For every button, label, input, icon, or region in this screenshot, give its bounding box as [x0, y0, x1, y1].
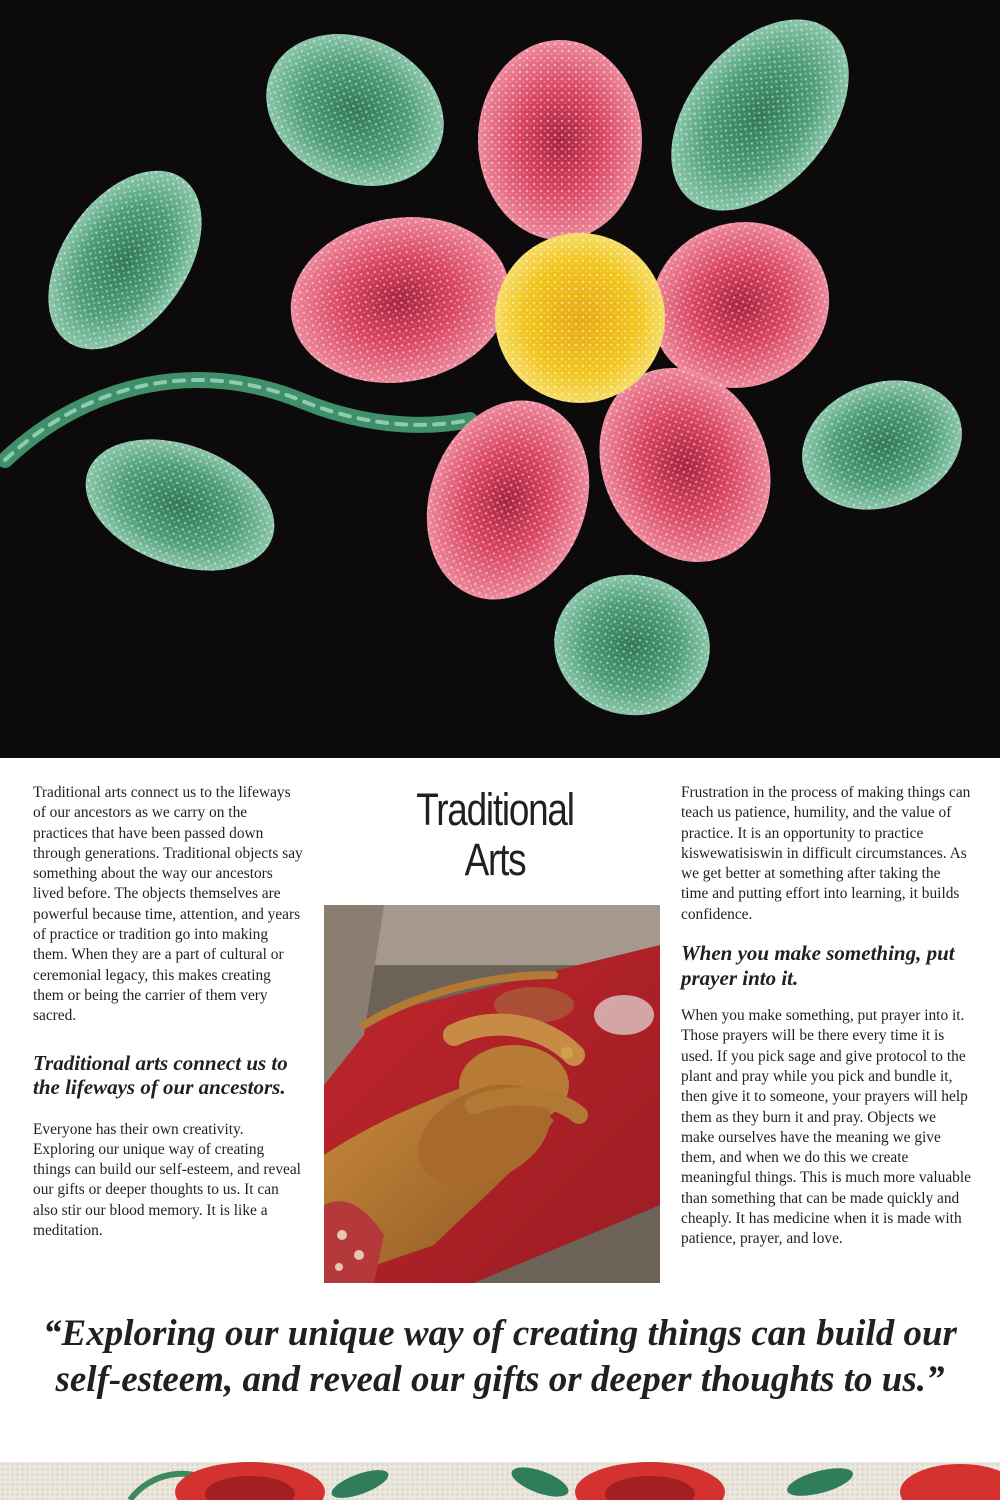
left-body-paragraph: Everyone has their own creativity. Exploring our unique way of creating things can build our self-esteem, and reveal our gifts or deeper thoughts to us. It can also stir our blood memory. It is like a meditation.: [33, 1120, 301, 1240]
page-title: [360, 785, 631, 885]
left-intro-paragraph: Traditional arts connect us to the lifeways of our ancestors as we carry on the practices that have been passed down through generations. Traditional objects say something about the way our ancestors lived before. The objects themselves are powerful because time, attention, and years of practice or tradition go into making them. When they are a part of cultural or ceremonial legacy, this makes creating them or being the carrier of them very sacred.: [33, 784, 303, 1025]
quote-line-1: “Exploring our unique way of creating things can build our: [43, 1313, 957, 1354]
left-pullquote: Traditional arts connect us to the lifeways of our ancestors.: [33, 1050, 288, 1100]
left-column: [33, 783, 305, 1241]
title-line-2: Arts: [464, 834, 526, 885]
right-intro-paragraph: Frustration in the process of making things can teach us patience, humility, and the value of practice. It is an opportunity to practice kiswewatisiswin in difficult circumstances. As we get better at something after taking the time and putting effort into learning, it builds confidence.: [681, 784, 971, 923]
title-line-1: Traditional: [416, 784, 574, 835]
right-pullquote: When you make something, put prayer into it.: [681, 941, 955, 990]
hands-crafting-photo: [324, 905, 660, 1283]
flower-center: [495, 233, 665, 403]
right-body-paragraph: When you make something, put prayer into it. Those prayers will be there every time it is used. If you pick sage and give protocol to the plant and pray while you pick and bundle it, then give it to someone, your prayers will help them as they burn it and pray. Objects we make ourselves have the meaning we give them, and when we do this we create meaningful things. This is much more valuable than something that can be made quickly and cheaply. It has medicine when it is made with patience, prayer, and love.: [681, 1007, 971, 1248]
feature-quote: [0, 1311, 1000, 1403]
right-column: [681, 783, 971, 1250]
quote-line-2: self-esteem, and reveal our gifts or deeper thoughts to us.”: [55, 1359, 945, 1400]
floral-beadwork-photo: [0, 1462, 1000, 1500]
